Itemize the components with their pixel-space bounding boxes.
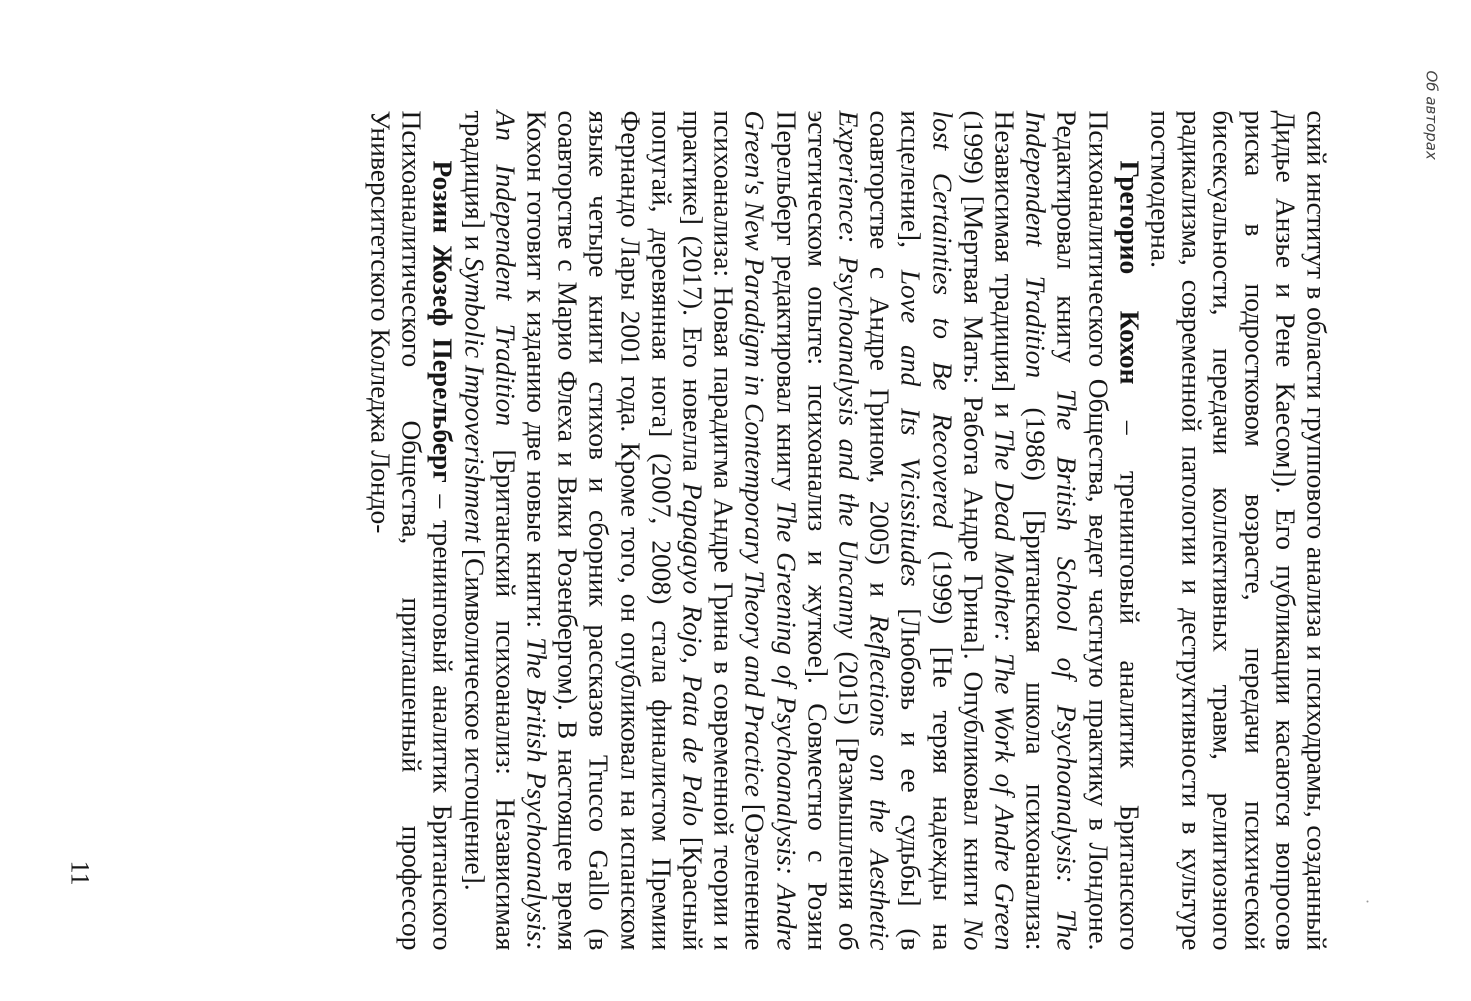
page-number: 11 bbox=[65, 860, 95, 886]
book-page bbox=[0, 1, 1471, 1001]
book-title: The Dead Mother: The Work of Andre Green bbox=[989, 428, 1021, 951]
book-title: No lost Certainties to Be Recovered bbox=[927, 110, 990, 951]
running-head: Об авторах bbox=[1422, 70, 1441, 160]
book-title: Papagayo Rojo, Pata de Palo bbox=[677, 482, 709, 827]
book-title: The British School of Psychoanalysis: The Independent Tradition bbox=[1020, 110, 1083, 951]
text-run: (1999) [Не теряя надежды на исцеление], bbox=[895, 110, 959, 951]
text-run: [Британский психоанализ: Независимая традиция] и bbox=[459, 110, 522, 951]
book-title: The Greening of Psychoanalysis: Andre Green's New Paradigm in Contemporary Theory and Practice bbox=[739, 110, 803, 951]
scan-speck bbox=[1367, 901, 1369, 903]
text-run: [Озеленение психоанализа: Новая парадигма Андре Грина в современной теории и практике] (2017). Его новелла bbox=[677, 110, 771, 951]
book-title: Symbolic Impoverishment bbox=[459, 257, 491, 543]
paragraph-continuation: ский институт в области группового анализа и психодрамы, созданный Дидье Анзье и Рене Каесом]). Его публикации касаются вопросов риска в подростковом возрасте, передачи психической бисексуальности, передачи коллективных травм, религиозного радикализма, современной патологии и деструктивности в культуре постмодерна. bbox=[1145, 110, 1333, 951]
author-name-kohon: Грегорио Кохон bbox=[1114, 160, 1146, 385]
book-title: Reflections on the Aesthetic Experience: Psychoanalysis and the Uncanny bbox=[833, 110, 896, 951]
book-title: Love and Its Vicissitudes bbox=[895, 269, 927, 587]
text-run: (2015) [Размышления об эстетическом опыте: психоанализ и жуткое]. Совместно с Розин Перельберг редактировал книгу bbox=[771, 110, 865, 951]
body-text bbox=[365, 111, 1332, 951]
author-name-perelberg: Розин Жозеф Перельберг bbox=[427, 160, 459, 483]
paragraph-kohon bbox=[459, 111, 1145, 951]
book-title: The British Psychoanalysis: An Independent Tradition bbox=[490, 110, 553, 951]
text-run: – тренинговый аналитик Британского Психоаналитического Общества, ведет частную практику в Лондоне. Редактировал книгу bbox=[1051, 110, 1146, 951]
paragraph-perelberg bbox=[365, 111, 459, 951]
text-run: [Красный попугай, деревянная нога] (2007, 2008) стала финалистом Премии Фернандо Лары 2001 года. Кроме того, он опубликовал на испанском языке четыре книги стихов и сборник рассказов Trucco Gallo (в соавторстве с Марио Флеха и Вики Розенбергом). В настоящее время Кохон готовит к изданию две новые книги: bbox=[521, 110, 709, 951]
text-run: (1986) [Британская школа психоанализа: Независимая традиция] и bbox=[989, 110, 1052, 951]
text-run: [Любовь и ее судьбы] (в соавторстве с Андре Грином, 2005) и bbox=[864, 110, 927, 951]
text-run: (1999) [Мертвая Мать: Работа Андре Грина]. Опубликовал книги bbox=[958, 110, 990, 919]
text-run: [Символическое истощение]. bbox=[459, 542, 491, 891]
text-run: – тренинговый аналитик Британского Психоаналитического Общества, приглашенный профессор Университетского Колледжа Лондо- bbox=[365, 110, 459, 951]
